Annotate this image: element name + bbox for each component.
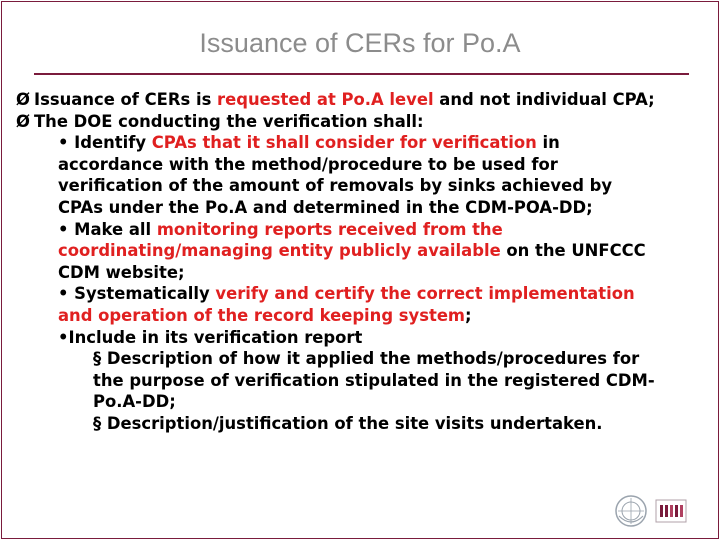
text: CDM website; xyxy=(58,262,185,282)
sub-bullet-line xyxy=(16,219,716,241)
bullet-line-1 xyxy=(16,89,716,111)
text: • Identify xyxy=(58,133,152,153)
slide-body xyxy=(16,89,716,435)
bullet-line-2 xyxy=(16,111,716,133)
sub-bullet-line xyxy=(16,132,716,154)
text: ; xyxy=(465,305,472,325)
slide xyxy=(1,1,719,539)
sub-bullet-line xyxy=(16,197,716,219)
sub-sub-bullet-line xyxy=(16,348,716,370)
sub-bullet-line xyxy=(16,154,716,176)
text: CPAs under the Po.A and determined in the CDM-POA-DD; xyxy=(58,197,593,217)
unfccc-logo-icon xyxy=(654,496,688,526)
sub-bullet-line xyxy=(16,305,716,327)
text: Po.A-DD; xyxy=(93,392,176,412)
text: • Systematically xyxy=(58,284,216,304)
sub-sub-bullet-line xyxy=(16,413,716,435)
text: The DOE conducting the verification shall: xyxy=(34,111,424,131)
arrow-bullet-icon: Ø xyxy=(16,111,30,131)
footer-logos xyxy=(614,494,688,528)
sub-bullet-line xyxy=(16,240,716,262)
slide-title: Issuance of CERs for Po.A xyxy=(199,28,521,58)
text: accordance with the method/procedure to be used for xyxy=(58,154,558,174)
highlight-text: coordinating/managing entity publicly available xyxy=(58,241,501,261)
sub-bullet-line xyxy=(16,283,716,305)
text: in xyxy=(536,133,560,153)
text: •Include in its verification report xyxy=(58,327,363,347)
text: and not individual CPA; xyxy=(433,90,655,109)
text: verification of the amount of removals by sinks achieved by xyxy=(58,176,613,196)
highlight-text: and operation of the record keeping system xyxy=(58,305,466,325)
highlight-text: verify and certify the correct implementation xyxy=(215,284,635,304)
sub-bullet-line xyxy=(16,327,716,349)
sub-bullet-line xyxy=(16,175,716,197)
highlight-text: requested at Po.A level xyxy=(217,90,434,109)
sub-sub-bullet-line xyxy=(16,370,716,392)
sub-sub-bullet-line xyxy=(16,391,716,413)
text: § Description/justification of the site visits undertaken. xyxy=(93,413,603,433)
sub-bullet-line xyxy=(16,262,716,284)
text: § Description of how it applied the methods/procedures for xyxy=(93,349,640,369)
text: • Make all xyxy=(58,219,157,239)
title-divider xyxy=(34,73,689,75)
un-emblem-icon xyxy=(614,494,648,528)
highlight-text: monitoring reports received from the xyxy=(156,219,503,239)
text: the purpose of verification stipulated in the registered CDM- xyxy=(93,370,655,390)
highlight-text: CPAs that it shall consider for verification xyxy=(151,133,537,153)
arrow-bullet-icon: Ø xyxy=(16,90,30,109)
text: Issuance of CERs is xyxy=(34,90,218,109)
text: on the UNFCCC xyxy=(500,241,646,261)
